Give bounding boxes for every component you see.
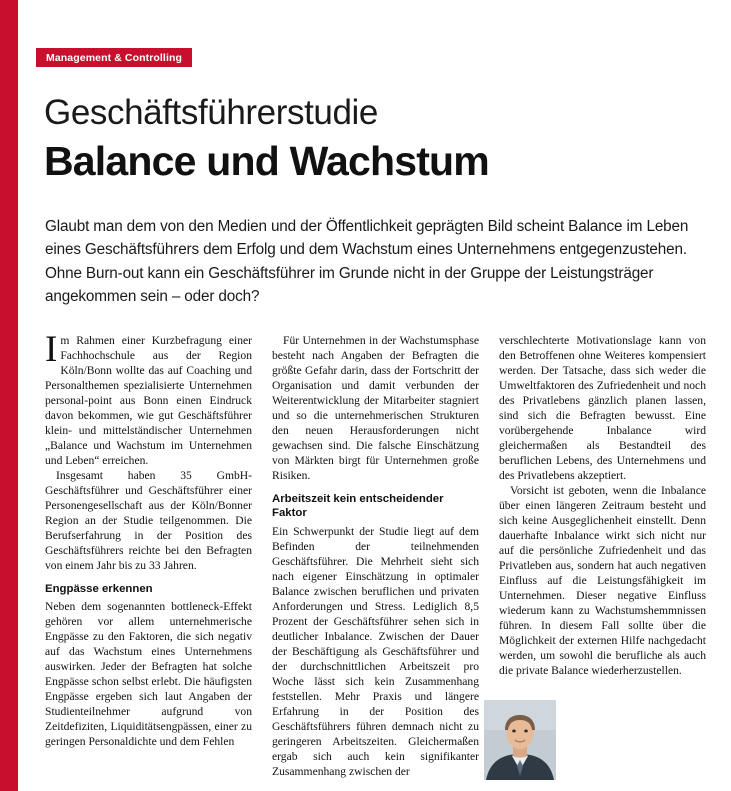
article-kicker: Geschäftsführerstudie — [44, 93, 378, 132]
paragraph: Neben dem sogenannten bottleneck-Effekt gehören vor allem unternehmerische Engpässe zu den Faktoren, die sich negativ auf das Wachstum eines Unternehmens auswirken. Jeder der Befragten hat solche Engpässe schon selbst erlebt. Die häufigsten Engpässe ergeben sich laut Angaben der Studienteilnehmer aufgrund von Zeitdefiziten, Liquiditätsengpässen, einer zu geringen Personaldichte und dem Fehlen — [45, 600, 252, 749]
paragraph: Insgesamt haben 35 GmbH-Geschäftsführer und Geschäftsführer einer Personengesellschaft aus der Köln/Bonner Region an der Studie teilgenommen. Die Berufserfahrung in der Position des Geschäftsführers reichte bei den Befragten von einem Jahr bis zu 33 Jahren. — [45, 469, 252, 572]
category-tab — [36, 48, 192, 67]
article-lead: Glaubt man dem von den Medien und der Öffentlichkeit geprägten Bild scheint Balance im Leben eines Geschäftsführers dem Erfolg und dem Wachstum eines Unternehmens entgegenzustehen. Ohne Burn-out kann ein Geschäftsführer im Grunde nicht in der Gruppe der Leistungsträger angekommen sein – oder doch? — [45, 218, 689, 305]
left-accent-bar — [0, 0, 18, 791]
paragraph: Für Unternehmen in der Wachstumsphase besteht nach Angaben der Befragten die größte Gefahr darin, dass der Fortschritt der Organisation und damit verbunden der Weiterentwicklung der Mitarbeiter stagniert und so die unternehmerischen Strukturen den neuen Herausforderungen nicht gewachsen sind. Die falsche Einschätzung von Märkten birgt für Unternehmen große Risiken. — [272, 334, 479, 482]
article-headline: Balance und Wachstum — [44, 138, 489, 184]
drop-cap: I — [45, 329, 58, 370]
subheading: Arbeitszeit kein entscheidender Faktor — [272, 493, 444, 520]
paragraph: verschlechterte Motivationslage kann von den Betroffenen ohne Weiteres kompensiert werden. Der Tatsache, dass sich weder die Umweltfaktoren des Zufriedenheit und noch des Privatlebens gänzlich planen lassen, sind sich die Befragten bewusst. Eine vorübergehende Inbalance wird gleichermaßen als Bestandteil des beruflichen Lebens, des Unternehmens und des Privatlebens akzeptiert. — [499, 334, 706, 482]
paragraph-text: m Rahmen einer Kurzbefragung einer Fachhochschule aus der Region Köln/Bonn wollte das auf Coaching und Personalthemen spezialisierte Unternehmen personal-point aus Bonn einen Eindruck davon bekommen, wie gut Geschäftsführer klein- und mittelständischer Unternehmen „Balance und Wachstum im Unternehmen und Leben“ erreichen. — [45, 334, 252, 467]
body-column-2 — [272, 333, 479, 779]
body-column-1 — [45, 329, 252, 749]
paragraph — [45, 329, 252, 468]
paragraph: Ein Schwerpunkt der Studie liegt auf dem Befinden der teilnehmenden Geschäftsführer. Die Mehrheit sieht sich nach eigener Einschätzung in optimaler Balance zwischen beruflichen und privaten Anforderungen und Stress. Lediglich 8,5 Prozent der Geschäftsführer sehen sich in deutlicher Inbalance. Zwischen der Dauer der Beschäftigung als Geschäftsführer und der durchschnittlichen Arbeitszeit pro Woche lässt sich kein Zusammenhang feststellen. Mehr Praxis und längere Erfahrung in der Position des Geschäftsführers führen demnach nicht zu geringeren Arbeitszeiten. Gleichermaßen ergab sich auch kein signifikanter Zusammenhang zwischen der — [272, 524, 479, 778]
subheading: Engpässe erkennen — [45, 583, 153, 595]
paragraph: Vorsicht ist geboten, wenn die Inbalance über einen längeren Zeitraum besteht und sich keine Ausgeglichenheit einstellt. Denn dauerhafte Inbalance wirkt sich nicht nur auf die persönliche Zufriedenheit und das Privatleben aus, sondern hat auch negativen Einfluss auf die Leistungsfähigkeit im Unternehmen. Dieser negative Einfluss wiederum kann zu Wachstumshemmnissen führen. In diesem Fall sollte über die Möglichkeit der externen Hilfe nachgedacht werden, um sowohl die berufliche als auch die private Balance wiederherzustellen. — [499, 484, 706, 677]
body-column-3 — [499, 333, 706, 678]
category-tab-label: Management & Controlling — [46, 51, 182, 64]
article-body — [45, 329, 706, 778]
author-portrait — [484, 700, 556, 780]
